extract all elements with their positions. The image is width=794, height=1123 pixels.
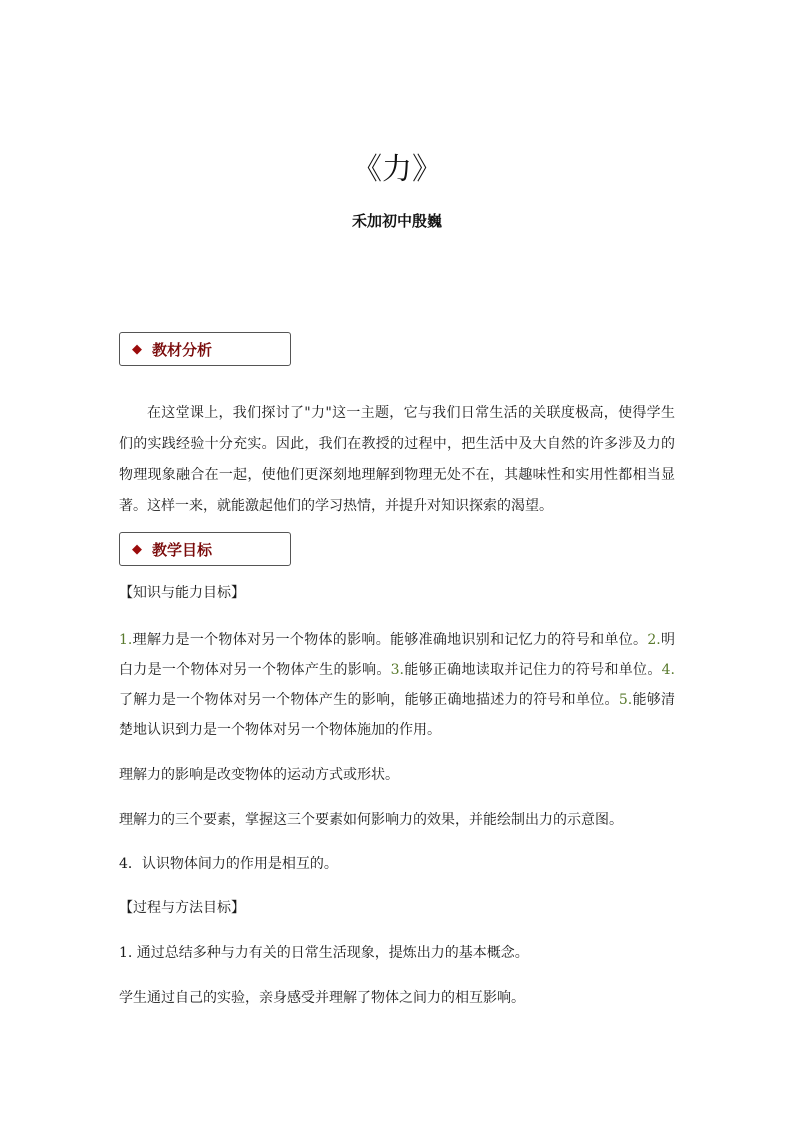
goal-number: 3. bbox=[390, 662, 404, 678]
goal-number: 2. bbox=[647, 632, 661, 648]
section-heading-label: 教学目标 bbox=[152, 540, 213, 559]
section-heading-label: 教材分析 bbox=[152, 340, 213, 359]
goal-text: 了解力是一个物体对另一个物体产生的影响，能够正确地描述力的符号和单位。 bbox=[119, 692, 619, 708]
process-goal-line-1: 1. 通过总结多种与力有关的日常生活现象，提炼出力的基本概念。 bbox=[119, 945, 529, 961]
goal-number: 5. bbox=[618, 692, 633, 708]
goal-number: 4. bbox=[661, 662, 675, 678]
goal-line-effect: 理解力的影响是改变物体的运动方式或形状。 bbox=[119, 767, 399, 783]
goal-text: 能够正确地读取并记住力的符号和单位。 bbox=[404, 662, 662, 678]
goal-line-elements: 理解力的三个要素，掌握这三个要素如何影响力的效果，并能绘制出力的示意图。 bbox=[119, 812, 623, 828]
goal-text: 明白力是一个物体对另一个物体产生的影响。 bbox=[119, 632, 675, 678]
knowledge-goals-paragraph bbox=[119, 625, 675, 745]
section-heading-analysis bbox=[119, 332, 291, 366]
author-line: 禾加初中殷巍 bbox=[351, 212, 442, 230]
goal-number: 1. bbox=[119, 632, 133, 648]
section-heading-goals bbox=[119, 532, 291, 566]
goal-text: 理解力是一个物体对另一个物体的影响。能够准确地识别和记忆力的符号和单位。 bbox=[132, 632, 648, 648]
diamond-bullet-icon: ◆ bbox=[132, 541, 142, 557]
document-title: 《力》 bbox=[352, 152, 442, 187]
process-goals-label: 【过程与方法目标】 bbox=[119, 900, 245, 916]
analysis-paragraph: 在这堂课上，我们探讨了"力"这一主题，它与我们日常生活的关联度极高，使得学生们的实践经验十分充实。因此，我们在教授的过程中，把生活中及大自然的许多涉及力的物理现象融合在一起，使他们更深刻地理解到物理无处不在，其趣味性和实用性都相当显著。这样一来，就能激起他们的学习热情，并提升对知识探索的渴望。 bbox=[119, 405, 675, 514]
diamond-bullet-icon: ◆ bbox=[132, 341, 142, 357]
goal-text: 能够清楚地认识到力是一个物体对另一个物体施加的作用。 bbox=[119, 692, 676, 738]
process-goal-line-2: 学生通过自己的实验，亲身感受并理解了物体之间力的相互影响。 bbox=[119, 990, 525, 1006]
knowledge-goals-label: 【知识与能力目标】 bbox=[119, 585, 245, 601]
goal-line-interaction: 4．认识物体间力的作用是相互的。 bbox=[119, 856, 338, 872]
